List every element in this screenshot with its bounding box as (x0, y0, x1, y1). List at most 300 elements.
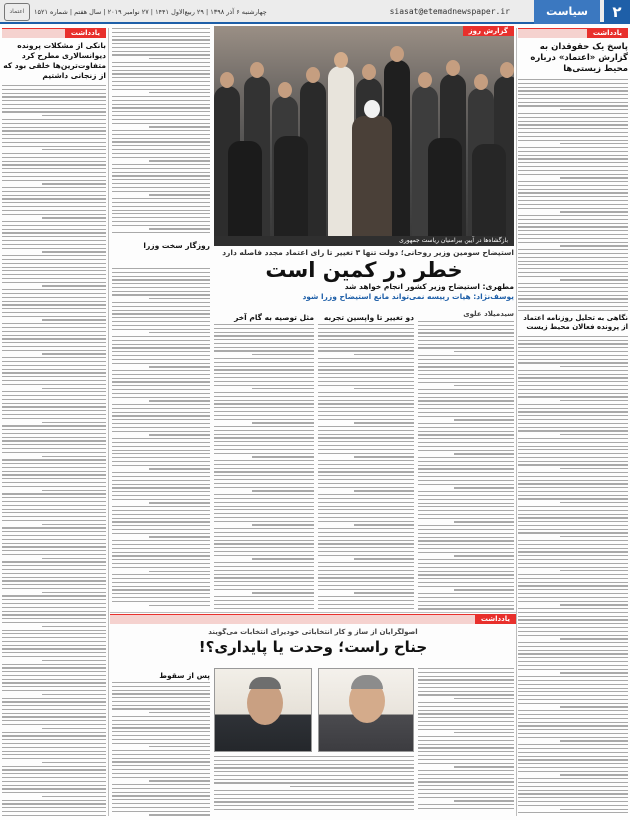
text-line (2, 588, 106, 589)
text-line (42, 762, 106, 763)
text-line (518, 759, 628, 760)
text-line (2, 781, 106, 782)
text-line (560, 706, 628, 707)
text-line (518, 521, 628, 522)
text-line (2, 709, 106, 710)
text-line (112, 168, 210, 169)
text-line (518, 377, 628, 378)
text-line (418, 567, 514, 568)
text-line (2, 335, 106, 336)
text-line (518, 204, 628, 205)
text-line (214, 445, 314, 446)
text-line (112, 754, 210, 755)
text-line (149, 780, 210, 781)
text-line (560, 638, 628, 639)
text-line (518, 653, 628, 654)
text-line (318, 517, 414, 518)
text-line (318, 396, 414, 397)
text-line (560, 109, 628, 110)
text-line (418, 468, 514, 469)
text-line (454, 766, 514, 767)
text-line (418, 691, 514, 692)
text-line (42, 353, 106, 354)
text-line (2, 384, 106, 385)
right-column (518, 28, 628, 816)
text-line (2, 108, 106, 109)
text-line (149, 332, 210, 333)
text-line (518, 174, 628, 175)
left-headline[interactable]: بانکی از مشکلات پرونده دیوانسالاری مطرح کرد متفاوت‌ترین‌ها خلقی بود که از زنجانی داشتیم (3, 41, 106, 80)
bottom-body-mid (214, 756, 414, 816)
text-line (318, 551, 414, 552)
text-line (418, 344, 514, 345)
text-line (214, 350, 314, 351)
text-line (2, 766, 106, 767)
text-line (518, 548, 628, 549)
text-line (418, 416, 514, 417)
text-line (2, 346, 106, 347)
text-line (518, 514, 628, 515)
text-line (2, 312, 106, 313)
text-line (112, 43, 210, 44)
text-line (518, 657, 628, 658)
text-line (518, 737, 628, 738)
main-subline-1: مطهری: استیضاح وزیر کشور انجام خواهد شد (344, 282, 514, 291)
text-line (418, 608, 514, 609)
text-line (354, 524, 414, 525)
text-line (2, 248, 106, 249)
text-line (112, 514, 210, 515)
text-line (418, 366, 514, 367)
text-line (112, 321, 210, 322)
text-line (418, 499, 514, 500)
text-line (252, 456, 314, 457)
text-line (518, 238, 628, 239)
text-line (418, 781, 514, 782)
text-line (318, 464, 414, 465)
text-line (2, 527, 106, 528)
text-line (318, 347, 414, 348)
text-line (418, 465, 514, 466)
text-line (518, 623, 628, 624)
text-line (214, 392, 314, 393)
text-line (2, 474, 106, 475)
text-line (454, 453, 514, 454)
text-line (112, 89, 210, 90)
text-line (2, 406, 106, 407)
text-line (112, 529, 210, 530)
text-line (2, 652, 106, 653)
text-line (214, 498, 314, 499)
main-byline: سیدمیلاد علوی (463, 310, 514, 318)
right-headline[interactable]: پاسخ یک حقوقدان به گزارش «اعتماد» درباره محیط زیستی‌ها (530, 42, 628, 74)
text-line (418, 442, 514, 443)
text-line (42, 251, 106, 252)
bottom-divider (110, 612, 516, 613)
text-line (2, 361, 106, 362)
text-line (2, 168, 106, 169)
text-line (112, 788, 210, 789)
text-line (112, 484, 210, 485)
text-line (518, 408, 628, 409)
text-line (112, 138, 210, 139)
text-line (2, 561, 106, 562)
text-line (418, 729, 514, 730)
text-line (112, 115, 210, 116)
text-line (2, 214, 106, 215)
text-line (214, 517, 314, 518)
text-line (318, 471, 414, 472)
text-line (2, 391, 106, 392)
text-line (2, 493, 106, 494)
text-line (418, 370, 514, 371)
text-line (560, 434, 628, 435)
text-line (518, 411, 628, 412)
text-line (2, 104, 106, 105)
text-line (2, 607, 106, 608)
text-line (518, 181, 628, 182)
text-line (112, 336, 210, 337)
right-body-1 (518, 79, 628, 311)
text-line (318, 419, 414, 420)
text-line (214, 528, 314, 529)
text-line (418, 393, 514, 394)
left-column (2, 28, 106, 816)
text-line (518, 83, 628, 84)
text-line (2, 803, 106, 804)
text-line (318, 494, 414, 495)
text-line (214, 487, 314, 488)
left-body (2, 85, 106, 816)
text-line (2, 497, 106, 498)
text-line (2, 573, 106, 574)
text-line (518, 306, 628, 307)
text-line (318, 509, 414, 510)
text-line (318, 577, 414, 578)
text-line (214, 335, 314, 336)
text-line (418, 668, 514, 669)
text-line (112, 111, 210, 112)
text-line (518, 532, 628, 533)
text-line (518, 189, 628, 190)
text-line (2, 815, 106, 816)
text-line (2, 690, 106, 691)
text-line (112, 340, 210, 341)
text-line (518, 748, 628, 749)
text-line (214, 521, 314, 522)
text-line (318, 441, 414, 442)
text-line (2, 372, 106, 373)
right-kicker-bar (518, 28, 628, 38)
text-line (318, 430, 414, 431)
text-line (518, 79, 628, 80)
text-line (112, 552, 210, 553)
text-line (518, 381, 628, 382)
text-line (214, 369, 314, 370)
text-line (112, 563, 210, 564)
text-line (42, 694, 106, 695)
text-line (518, 778, 628, 779)
text-line (2, 403, 106, 404)
text-line (2, 577, 106, 578)
text-line (418, 506, 514, 507)
text-line (2, 758, 106, 759)
text-line (252, 592, 314, 593)
main-headline[interactable]: خطر در کمین است (265, 258, 463, 282)
text-line (214, 566, 314, 567)
text-line (2, 289, 106, 290)
page-number: ۲ (604, 0, 630, 24)
text-line (214, 790, 414, 791)
text-line (112, 363, 210, 364)
text-line (318, 445, 414, 446)
text-line (354, 456, 414, 457)
text-line (418, 363, 514, 364)
text-line (518, 563, 628, 564)
text-line (518, 427, 628, 428)
text-line (418, 725, 514, 726)
text-line (214, 377, 314, 378)
text-line (318, 528, 414, 529)
right-kicker: یادداشت (587, 28, 628, 38)
text-line (112, 461, 210, 462)
text-line (149, 571, 210, 572)
text-line (418, 770, 514, 771)
text-line (214, 343, 314, 344)
text-line (112, 279, 210, 280)
text-line (518, 261, 628, 262)
text-line (214, 801, 414, 802)
text-line (418, 804, 514, 805)
text-line (2, 773, 106, 774)
main-subline-2: یوسف‌نژاد: هیات رییسه نمی‌تواند مانع استیضاح وزرا شود (302, 292, 514, 301)
text-line (518, 340, 628, 341)
text-line (2, 516, 106, 517)
text-line (518, 540, 628, 541)
text-line (112, 578, 210, 579)
text-line (112, 268, 210, 269)
text-line (112, 351, 210, 352)
text-line (214, 771, 414, 772)
text-line (518, 347, 628, 348)
text-line (2, 565, 106, 566)
text-line (112, 593, 210, 594)
text-line (518, 612, 628, 613)
text-line (418, 495, 514, 496)
text-line (112, 705, 210, 706)
text-line (2, 395, 106, 396)
text-line (318, 415, 414, 416)
text-line (149, 746, 210, 747)
text-line (214, 441, 314, 442)
text-line (112, 202, 210, 203)
text-line (318, 608, 414, 609)
text-line (518, 529, 628, 530)
text-line (518, 147, 628, 148)
text-line (42, 388, 106, 389)
text-line (149, 814, 210, 815)
bottom-headline[interactable]: جناح راست؛ وحدت یا پایداری؟! (198, 638, 428, 656)
text-line (42, 728, 106, 729)
text-line (318, 600, 414, 601)
text-line (518, 790, 628, 791)
text-line (518, 374, 628, 375)
text-line (318, 411, 414, 412)
text-line (518, 782, 628, 783)
text-line (418, 355, 514, 356)
text-line (518, 226, 628, 227)
text-line (112, 716, 210, 717)
text-line (454, 419, 514, 420)
text-line (318, 362, 414, 363)
text-line (2, 282, 106, 283)
text-line (112, 175, 210, 176)
text-line (518, 449, 628, 450)
text-line (354, 592, 414, 593)
text-line (112, 54, 210, 55)
text-line (112, 521, 210, 522)
text-line (518, 498, 628, 499)
text-line (2, 164, 106, 165)
text-line (2, 467, 106, 468)
text-line (112, 412, 210, 413)
text-line (318, 547, 414, 548)
text-line (518, 703, 628, 704)
text-line (418, 672, 514, 673)
section-label[interactable]: سیاست (534, 0, 600, 24)
text-line (518, 767, 628, 768)
text-line (318, 475, 414, 476)
text-line (2, 433, 106, 434)
text-line (214, 794, 414, 795)
text-line (214, 483, 314, 484)
text-line (112, 294, 210, 295)
text-line (518, 786, 628, 787)
text-line (318, 532, 414, 533)
text-line (2, 807, 106, 808)
text-line (418, 510, 514, 511)
text-line (112, 415, 210, 416)
text-line (2, 603, 106, 604)
text-line (518, 631, 628, 632)
text-line (518, 90, 628, 91)
bottom-body-right (418, 668, 514, 816)
side-subhead: روزگار سخت وزرا (143, 241, 210, 250)
text-line (112, 446, 210, 447)
text-line (149, 160, 210, 161)
text-line (418, 736, 514, 737)
text-line (112, 39, 210, 40)
text-line (2, 369, 106, 370)
text-line (112, 385, 210, 386)
text-line (2, 716, 106, 717)
text-line (112, 317, 210, 318)
column-divider (108, 28, 109, 618)
text-line (454, 487, 514, 488)
bottom-subhead: پس از سقوط (159, 671, 210, 680)
text-line (112, 276, 210, 277)
text-line (518, 389, 628, 390)
text-line (2, 747, 106, 748)
text-line (318, 385, 414, 386)
text-line (2, 701, 106, 702)
text-line (112, 480, 210, 481)
text-line (112, 559, 210, 560)
text-line (518, 219, 628, 220)
text-line (560, 536, 628, 537)
text-line (418, 702, 514, 703)
text-line (354, 354, 414, 355)
text-line (518, 234, 628, 235)
text-line (2, 414, 106, 415)
text-line (518, 355, 628, 356)
text-line (518, 793, 628, 794)
text-line (518, 691, 628, 692)
text-line (518, 593, 628, 594)
text-line (2, 595, 106, 596)
text-line (214, 366, 314, 367)
text-line (2, 618, 106, 619)
text-line (418, 404, 514, 405)
text-line (2, 452, 106, 453)
text-line (112, 761, 210, 762)
text-line (214, 464, 314, 465)
text-line (518, 196, 628, 197)
text-line (418, 548, 514, 549)
text-line (518, 619, 628, 620)
text-line (42, 490, 106, 491)
text-line (418, 431, 514, 432)
text-line (112, 506, 210, 507)
text-line (112, 134, 210, 135)
text-line (214, 328, 314, 329)
text-line (418, 559, 514, 560)
text-line (2, 195, 106, 196)
text-line (214, 407, 314, 408)
text-line (112, 104, 210, 105)
text-line (112, 272, 210, 273)
text-line (518, 257, 628, 258)
text-line (2, 244, 106, 245)
text-line (518, 124, 628, 125)
text-line (518, 215, 628, 216)
text-line (318, 562, 414, 563)
text-line (112, 210, 210, 211)
dateline: چهارشنبه ۶ آذر ۱۳۹۸ | ۲۹ ربیع‌الاول ۱۴۴۱ | ۲۷ نوامبر ۲۰۱۹ | سال هفتم | شماره ۱۵۲۱ (34, 8, 267, 16)
text-line (2, 119, 106, 120)
text-line (2, 501, 106, 502)
text-line (214, 453, 314, 454)
section-email[interactable]: siasat@etemadnewspaper.ir (389, 7, 510, 16)
text-line (518, 268, 628, 269)
text-line (418, 571, 514, 572)
text-line (112, 438, 210, 439)
text-line (418, 676, 514, 677)
text-line (112, 232, 210, 233)
text-line (354, 490, 414, 491)
text-line (518, 113, 628, 114)
text-line (214, 373, 314, 374)
main-overline: استیضاح سومین وزیر روحانی؛ دولت تنها ۳ تغییر تا رای اعتماد مجدد فاصله دارد (222, 248, 514, 257)
text-line (518, 283, 628, 284)
left-kicker-bar (2, 28, 106, 38)
text-line (214, 385, 314, 386)
text-line (112, 164, 210, 165)
text-line (2, 308, 106, 309)
text-line (214, 562, 314, 563)
text-line (2, 410, 106, 411)
text-line (418, 721, 514, 722)
